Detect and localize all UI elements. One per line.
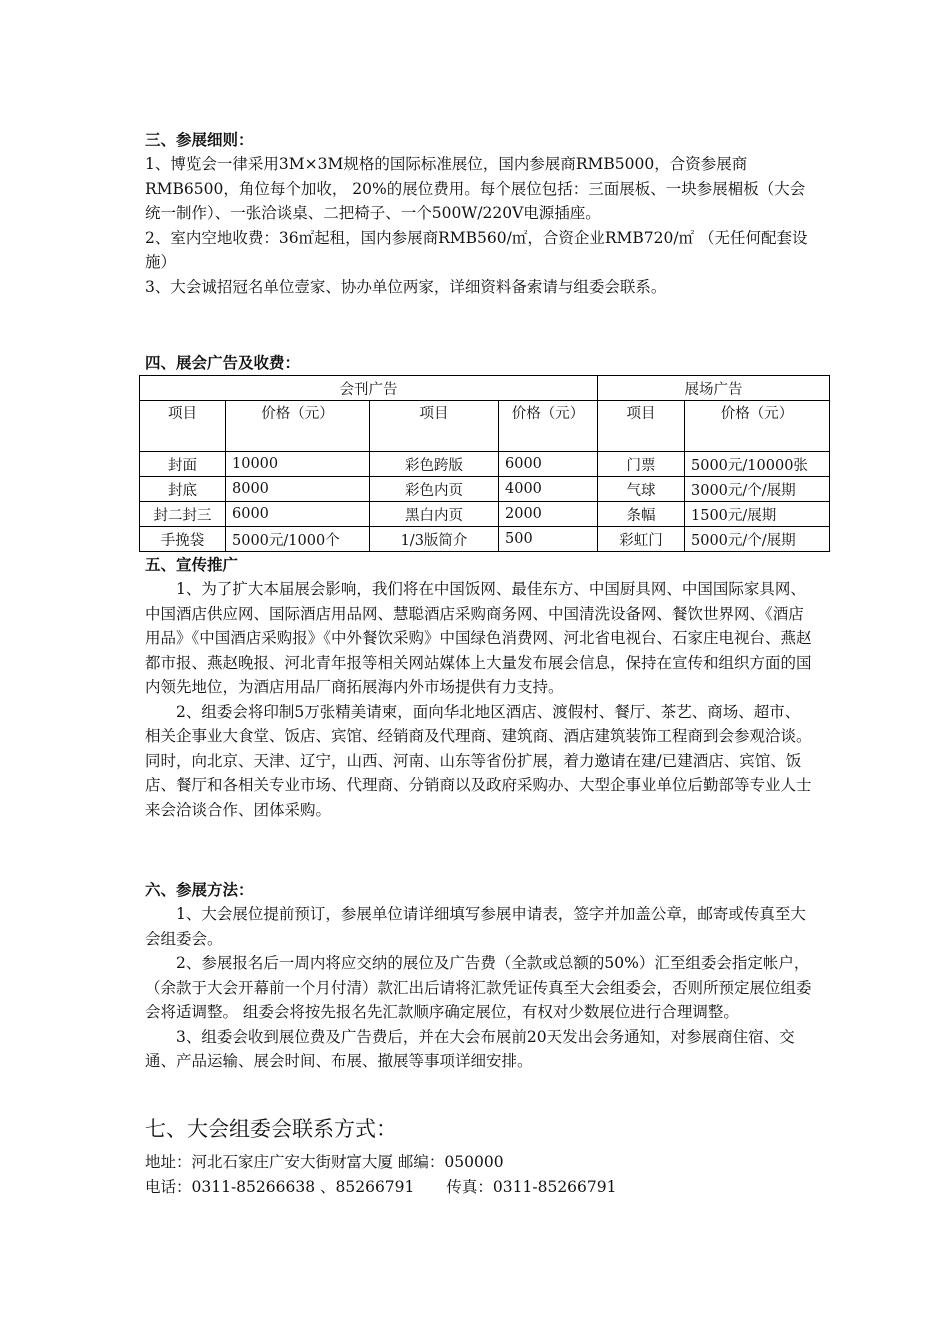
section-3 [145, 128, 815, 299]
table-cell: 条幅 [598, 502, 685, 527]
table-row [140, 527, 830, 552]
column-header: 价格（元） [226, 401, 370, 452]
table-cell: 500 [499, 527, 598, 552]
group-header-journal-ads: 会刊广告 [140, 376, 598, 401]
contact-address: 地址：河北石家庄广安大街财富大厦 邮编：050000 [145, 1153, 504, 1171]
section-5 [145, 553, 815, 822]
section-6-paragraph-3: 3、组委会收到展位费及广告费后，并在大会布展前20天发出会务通知，对参展商住宿、交通、产品运输、展会时间、布展、撤展等事项详细安排。 [145, 1027, 795, 1070]
table-cell: 2000 [499, 502, 598, 527]
column-header: 项目 [598, 401, 685, 452]
table-column-header-row [140, 401, 830, 452]
contact-fax: 传真：0311-85266791 [446, 1177, 617, 1196]
table-cell: 门票 [598, 452, 685, 477]
table-cell: 黑白内页 [370, 502, 499, 527]
table-cell: 6000 [226, 502, 370, 527]
table-cell: 10000 [226, 452, 370, 477]
table-cell: 1500元/展期 [685, 502, 830, 527]
section-5-heading: 五、宣传推广 [145, 556, 239, 574]
table-group-header-row [140, 376, 830, 401]
table-cell: 3000元/个/展期 [685, 477, 830, 502]
table-row [140, 452, 830, 477]
table-cell: 1/3版简介 [370, 527, 499, 552]
section-3-item-2: 2、室内空地收费：36㎡起租，国内参展商RMB560/㎡，合资企业RMB720/㎡ （无任何配套设施） [145, 228, 808, 271]
table-cell: 封底 [140, 477, 226, 502]
section-6-heading: 六、参展方法： [145, 881, 254, 899]
table-cell: 封二封三 [140, 502, 226, 527]
table-cell: 彩色内页 [370, 477, 499, 502]
table-cell: 彩色跨版 [370, 452, 499, 477]
table-cell: 5000元/10000张 [685, 452, 830, 477]
section-5-paragraph-2: 2、组委会将印制5万张精美请柬，面向华北地区酒店、渡假村、餐厅、茶艺、商场、超市、相关企事业大食堂、饭店、宾馆、经销商及代理商、建筑商、酒店建筑装饰工程商到会参观洽谈。同时，向北京、天津、辽宁，山西、河南、山东等省份扩展，着力邀请在建/已建酒店、宾馆、饭店、餐厅和各相关专业市场、代理商、分销商以及政府采购办、大型企事业单位后勤部等专业人士来会洽谈合作、团体采购。 [145, 702, 812, 819]
column-header: 价格（元） [499, 401, 598, 452]
section-3-heading: 三、参展细则： [145, 131, 254, 149]
section-3-item-1: 1、博览会一律采用3M×3M规格的国际标准展位，国内参展商RMB5000，合资参展商RMB6500，角位每个加收， 20%的展位费用。每个展位包括：三面展板、一块参展楣板（大会统一制作）、一张洽谈桌、二把椅子、一个500W/220V电源插座。 [145, 155, 806, 222]
section-4-heading: 四、展会广告及收费： [145, 354, 301, 372]
table-cell: 封面 [140, 452, 226, 477]
column-header: 项目 [140, 401, 226, 452]
group-header-venue-ads: 展场广告 [598, 376, 830, 401]
table-cell: 5000元/1000个 [226, 527, 370, 552]
contact-phone: 电话：0311-85266638 、85266791 [145, 1177, 415, 1196]
table-cell: 8000 [226, 477, 370, 502]
table-cell: 4000 [499, 477, 598, 502]
table-cell: 6000 [499, 452, 598, 477]
table-cell: 彩虹门 [598, 527, 685, 552]
table-cell: 5000元/个/展期 [685, 527, 830, 552]
section-7 [145, 1114, 815, 1199]
contact-phone-fax-line [145, 1175, 815, 1200]
section-6 [145, 878, 815, 1074]
table-row [140, 477, 830, 502]
section-3-item-3: 3、大会诚招冠名单位壹家、协办单位两家，详细资料备索请与组委会联系。 [145, 277, 667, 296]
section-5-paragraph-1: 1、为了扩大本届展会影响，我们将在中国饭网、最佳东方、中国厨具网、中国国际家具网、中国酒店供应网、国际酒店用品网、慧聪酒店采购商务网、中国清洗设备网、餐饮世界网、《酒店用品》《中国酒店采购报》《中外餐饮采购》中国绿色消费网、河北省电视台、石家庄电视台、燕赵都市报、燕赵晚报、河北青年报等相关网站媒体上大量发布展会信息，保持在宣传和组织方面的国内领先地位，为酒店用品厂商拓展海内外市场提供有力支持。 [145, 580, 812, 696]
section-7-heading: 七、大会组委会联系方式： [145, 1117, 397, 1141]
section-6-paragraph-2: 2、参展报名后一周内将应交纳的展位及广告费（全款或总额的50%）汇至组委会指定帐户，（余款于大会开幕前一个月付清）款汇出后请将汇款凭证传真至大会组委会，否则所预定展位组委会将适调整。 组委会将按先报名先汇款顺序确定展位，有权对少数展位进行合理调整。 [145, 954, 812, 1021]
advertising-fee-table [139, 375, 830, 552]
table-cell: 手挽袋 [140, 527, 226, 552]
column-header: 价格（元） [685, 401, 830, 452]
table-row [140, 502, 830, 527]
section-6-paragraph-1: 1、大会展位提前预订，参展单位请详细填写参展申请表，签字并加盖公章，邮寄或传真至大会组委会。 [145, 905, 806, 948]
table-cell: 气球 [598, 477, 685, 502]
column-header: 项目 [370, 401, 499, 452]
